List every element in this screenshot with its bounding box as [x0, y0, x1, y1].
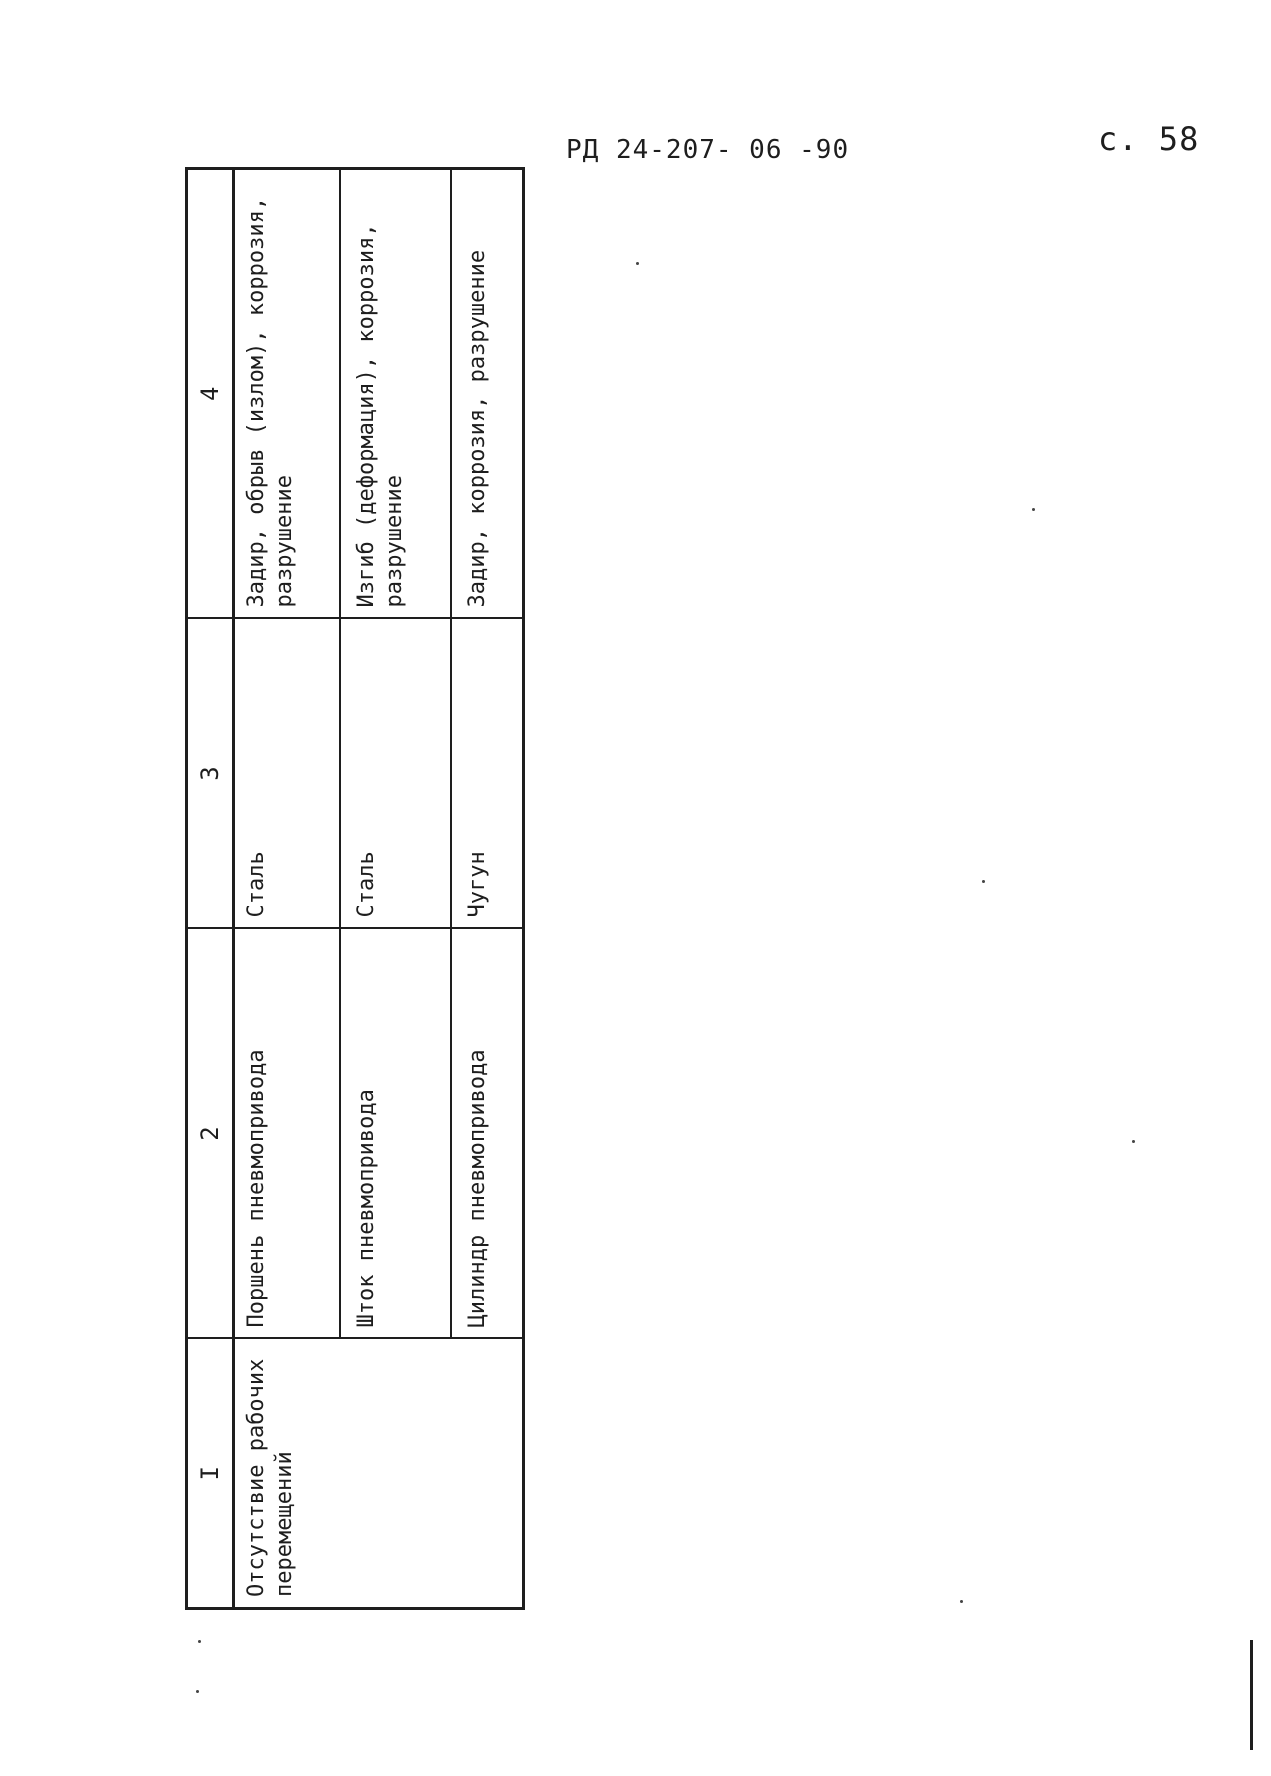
scan-speck: [960, 1600, 963, 1603]
column-header-2: 2: [187, 929, 234, 1339]
part-cell: Поршень пневмопривода: [234, 929, 340, 1339]
scan-edge-mark: [1250, 1640, 1253, 1750]
part-cell: Цилиндр пневмопривода: [451, 929, 523, 1339]
failure-type-cell: Отсутствие рабочих перемещений: [234, 1339, 524, 1609]
scan-speck: [198, 1640, 201, 1643]
defect-cell: Задир, коррозия, разрушение: [451, 169, 523, 619]
column-header-1: I: [187, 1339, 234, 1609]
document-code: РД 24-207- 06 -90: [566, 135, 850, 165]
part-cell: Шток пневмопривода: [340, 929, 451, 1339]
scan-speck: [1032, 508, 1035, 511]
column-header-4: 4: [187, 169, 234, 619]
rotated-table-wrapper: [185, 170, 525, 1610]
column-header-3: 3: [187, 619, 234, 929]
scan-speck: [196, 1690, 199, 1693]
defect-cell: Изгиб (деформация), коррозия, разрушение: [340, 169, 451, 619]
defects-table: [185, 167, 525, 1610]
page-number: с. 58: [1098, 120, 1200, 158]
scan-speck: [636, 262, 639, 265]
scan-speck: [982, 880, 985, 883]
table-row: [234, 169, 340, 1609]
table-header-row: [187, 169, 234, 1609]
material-cell: Чугун: [451, 619, 523, 929]
material-cell: Сталь: [340, 619, 451, 929]
defect-cell: Задир, обрыв (излом), коррозия, разрушение: [234, 169, 340, 619]
material-cell: Сталь: [234, 619, 340, 929]
scan-speck: [1132, 1140, 1135, 1143]
